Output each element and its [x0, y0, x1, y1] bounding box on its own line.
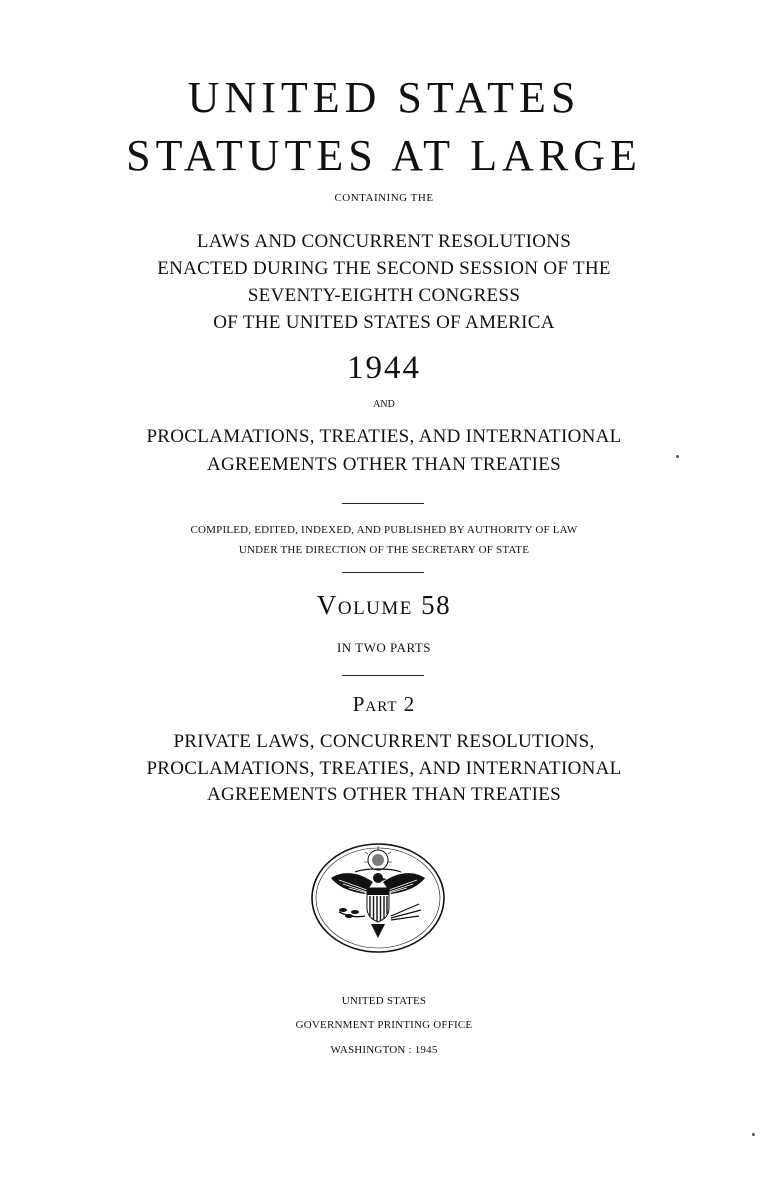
proclamations-line-2: AGREEMENTS OTHER THAN TREATIES	[207, 454, 561, 475]
proclamations-line-1: PROCLAMATIONS, TREATIES, AND INTERNATIONAL	[146, 426, 622, 447]
part-heading: Part 2	[352, 692, 416, 716]
compiled-line-2: UNDER THE DIRECTION OF THE SECRETARY OF STATE	[238, 544, 530, 556]
publisher-line-3: WASHINGTON : 1945	[330, 1044, 438, 1056]
publisher-line-2: GOVERNMENT PRINTING OFFICE	[295, 1019, 473, 1031]
title-line-1: UNITED STATES	[187, 73, 581, 122]
private-line-3: AGREEMENTS OTHER THAN TREATIES	[207, 784, 561, 805]
laws-line-4: OF THE UNITED STATES OF AMERICA	[213, 312, 555, 333]
compiled-line-1: COMPILED, EDITED, INDEXED, AND PUBLISHED BY AUTHORITY OF LAW	[190, 524, 578, 536]
publisher-line-1: UNITED STATES	[341, 995, 427, 1007]
scan-speck	[752, 1133, 755, 1136]
divider-rule-3	[342, 675, 424, 676]
laws-line-1: LAWS AND CONCURRENT RESOLUTIONS	[196, 231, 572, 252]
year-heading: 1944	[347, 350, 421, 386]
great-seal-icon	[309, 842, 447, 954]
laws-line-3: SEVENTY-EIGHTH CONGRESS	[247, 285, 521, 306]
containing-text: CONTAINING THE	[334, 192, 434, 204]
divider-rule-1	[342, 503, 424, 504]
private-line-2: PROCLAMATIONS, TREATIES, AND INTERNATIONAL	[146, 758, 622, 779]
volume-heading: Volume 58	[316, 590, 452, 620]
title-line-2: STATUTES AT LARGE	[126, 131, 642, 180]
parts-text: IN TWO PARTS	[336, 640, 432, 655]
and-text: AND	[373, 399, 395, 410]
scan-speck	[676, 455, 679, 458]
divider-rule-2	[342, 572, 424, 573]
private-line-1: PRIVATE LAWS, CONCURRENT RESOLUTIONS,	[173, 731, 595, 752]
laws-line-2: ENACTED DURING THE SECOND SESSION OF THE	[157, 258, 611, 279]
